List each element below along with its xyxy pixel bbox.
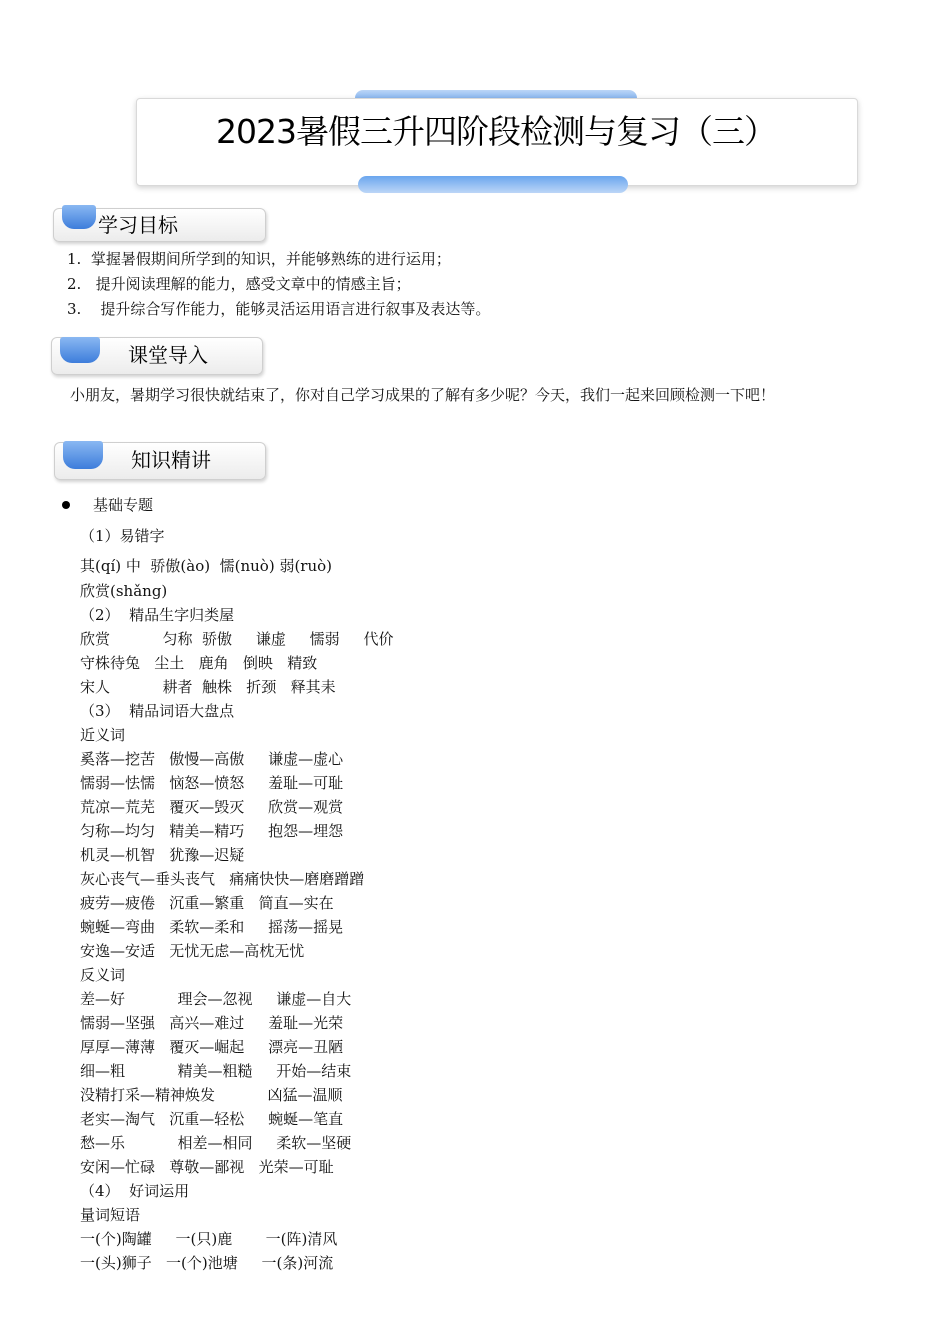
- content-line: 其(qí) 中 骄傲(ào) 懦(nuò) 弱(ruò): [80, 557, 333, 575]
- item-text: 提升综合写作能力，能够灵活运用语言进行叙事及表达等。: [100, 300, 491, 318]
- content-line: 一(个)陶罐 一(只)鹿 一(阵)清风: [80, 1230, 338, 1248]
- section-title: 学习目标: [98, 213, 178, 237]
- content-line: （1）易错字: [80, 527, 165, 545]
- section-tab-icon: [60, 337, 100, 363]
- content-line: 愁—乐 相差—相同 柔软—坚硬: [80, 1134, 352, 1152]
- content-line: 安闲—忙碌 尊敬—鄙视 光荣—可耻: [80, 1158, 334, 1176]
- content-line: 懦弱—怯懦 恼怒—愤怒 羞耻—可耻: [80, 774, 344, 792]
- item-number: 1.: [67, 250, 82, 268]
- banner-bottom-tab: [358, 176, 628, 193]
- section-tab-icon: [63, 441, 103, 469]
- section-title: 课堂导入: [128, 343, 208, 367]
- content-line: 荒凉—荒芜 覆灭—毁灭 欣赏—观赏: [80, 798, 344, 816]
- item-text: 提升阅读理解的能力，感受文章中的情感主旨；: [95, 275, 411, 293]
- content-line: （2） 精品生字归类屋: [80, 606, 235, 624]
- content-line: （4） 好词运用: [80, 1182, 190, 1200]
- content-line: 懦弱—坚强 高兴—难过 羞耻—光荣: [80, 1014, 344, 1032]
- content-line: 蜿蜒—弯曲 柔软—柔和 摇荡—摇晃: [80, 918, 344, 936]
- content-line: 近义词: [80, 726, 126, 744]
- item-number: 3.: [67, 300, 82, 318]
- content-line: 细—粗 精美—粗糙 开始—结束: [80, 1062, 352, 1080]
- objective-item: [67, 247, 451, 271]
- section-header-knowledge: [54, 442, 266, 480]
- item-number: 2.: [67, 275, 82, 293]
- objective-item: [67, 297, 490, 321]
- section-title: 知识精讲: [131, 448, 211, 472]
- section-header-objectives: [53, 208, 266, 242]
- content-line: 反义词: [80, 966, 126, 984]
- content-line: 一(头)狮子 一(个)池塘 一(条)河流: [80, 1254, 334, 1272]
- content-line: （3） 精品词语大盘点: [80, 702, 235, 720]
- content-line: 机灵—机智 犹豫—迟疑: [80, 846, 245, 864]
- bullet-dot: [62, 501, 70, 509]
- content-line: 匀称—均匀 精美—精巧 抱怨—埋怨: [80, 822, 344, 840]
- item-text: 掌握暑假期间所学到的知识，并能够熟练的进行运用；: [90, 250, 451, 268]
- objective-item: [67, 272, 411, 296]
- content-line: 差—好 理会—忽视 谦虚—自大: [80, 990, 352, 1008]
- content-line: 灰心丧气—垂头丧气 痛痛快快—磨磨蹭蹭: [80, 870, 365, 888]
- content-line: 欣赏(shǎng): [80, 582, 168, 600]
- content-line: 量词短语: [80, 1206, 141, 1224]
- content-line: 老实—淘气 沉重—轻松 蜿蜒—笔直: [80, 1110, 344, 1128]
- content-line: 安逸—安适 无忧无虑—高枕无忧: [80, 942, 305, 960]
- content-line: 疲劳—疲倦 沉重—繁重 简直—实在: [80, 894, 334, 912]
- content-line: 没精打采—精神焕发 凶猛—温顺: [80, 1086, 343, 1104]
- section-tab-icon: [62, 205, 96, 229]
- topic-title: 基础专题: [93, 496, 154, 514]
- content-line: 奚落—挖苦 傲慢—高傲 谦虚—虚心: [80, 750, 344, 768]
- content-line: 守株待兔 尘土 鹿角 倒映 精致: [80, 654, 318, 672]
- content-line: 宋人 耕者 触株 折颈 释其耒: [80, 678, 336, 696]
- page-title: 2023暑假三升四阶段检测与复习（三）: [216, 112, 776, 151]
- content-line: 欣赏 匀称 骄傲 谦虚 懦弱 代价: [80, 630, 394, 648]
- section-header-intro: [51, 337, 263, 375]
- intro-text: 小朋友，暑期学习很快就结束了，你对自己学习成果的了解有多少呢？今天，我们一起来回顾检测一下吧！: [70, 386, 776, 404]
- content-line: 厚厚—薄薄 覆灭—崛起 漂亮—丑陋: [80, 1038, 344, 1056]
